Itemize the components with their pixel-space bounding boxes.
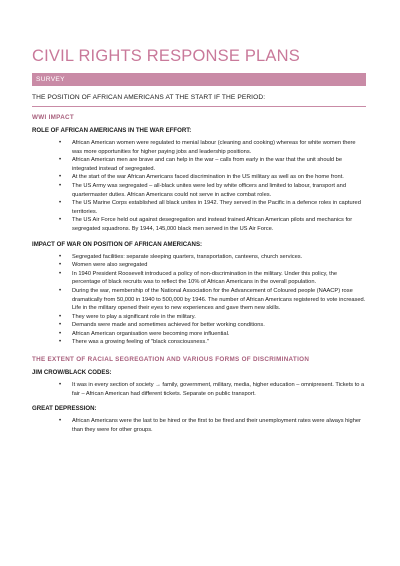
subheading-impact: IMPACT OF WAR ON POSITION OF AFRICAN AMERICANS: xyxy=(32,240,203,248)
list-item: • Women were also segregated xyxy=(32,261,366,270)
list-item: • During the war, membership of the National Association for the Advancement of Coloured people (NAACP) rose dramatically from 50,000 in 1940 to 500,000 by 1946. The number of African Americans registered to vote increased. Life in the military opened their eyes to new experiences and gave them new skills. xyxy=(32,287,366,313)
survey-bar: SURVEY xyxy=(32,73,366,86)
list-item: • African Americans were the last to be hired or the first to be fired and their unemployment rates were always higher than they were for other groups. xyxy=(32,417,366,434)
list-item: • The US Army was segregated – all-black unites were led by white officers and limited to labour, transport and quartermaster duties. African Americans could not serve in active combat roles. xyxy=(32,182,366,199)
content xyxy=(32,114,366,441)
subheading-jim-crow: JIM CROW/BLACK CODES: xyxy=(32,369,112,377)
list-item: • African American women were regulated to menial labour (cleaning and cooking) whereas for white women there was more opportunities for higher paying jobs and leadership positions. xyxy=(32,139,366,156)
section-heading-wwi: WWI IMPACT xyxy=(32,114,75,121)
list-item: • They were to play a significant role in the military. xyxy=(32,313,366,322)
subheading-role: ROLE OF AFRICAN AMERICANS IN THE WAR EFFORT: xyxy=(32,127,192,134)
list-item: • The US Air Force held out against desegregation and instead trained African American pilots and mechanics for segregated squadrons. By 1944, 145,000 black men served in the US Air Force. xyxy=(32,216,366,233)
list-jim-crow xyxy=(32,381,366,398)
period-heading: THE POSITION OF AFRICAN AMERICANS AT THE START IF THE PERIOD: xyxy=(32,94,366,107)
page-title: CIVIL RIGHTS RESPONSE PLANS xyxy=(32,47,300,65)
list-item: • It was in every section of society → family, government, military, media, higher education – omnipresent. Tickets to a fair – African American had different tickets. Separate on public transport. xyxy=(32,381,366,398)
list-item: • African American organisation were becoming more influential. xyxy=(32,330,366,339)
section-heading-segregation: THE EXTENT OF RACIAL SEGREGATION AND VARIOUS FORMS OF DISCRIMINATION xyxy=(32,356,310,364)
list-depression xyxy=(32,417,366,434)
list-item: • African American men are brave and can help in the war – calls from early in the war that the unit should be integrated instead of segregated. xyxy=(32,156,366,173)
list-item: • In 1940 President Roosevelt introduced a policy of non-discrimination in the military. Under this policy, the percentage of black recruits was to reflect the 10% of African Americans in the overall population. xyxy=(32,270,366,287)
subheading-depression: GREAT DEPRESSION: xyxy=(32,405,97,413)
list-item: • There was a growing feeling of "black consciousness." xyxy=(32,338,366,347)
list-item: • At the start of the war African Americans faced discrimination in the US military as well as on the home front. xyxy=(32,173,366,182)
list-item: • Demands were made and sometimes achieved for better working conditions. xyxy=(32,321,366,330)
list-item: • Segregated facilities: separate sleeping quarters, transportation, canteens, church services. xyxy=(32,253,366,262)
list-impact xyxy=(32,253,366,348)
list-item: • The US Marine Corps established all black unites in 1942. They served in the Pacific in a defence roles in captured territories. xyxy=(32,199,366,216)
list-role xyxy=(32,139,366,234)
